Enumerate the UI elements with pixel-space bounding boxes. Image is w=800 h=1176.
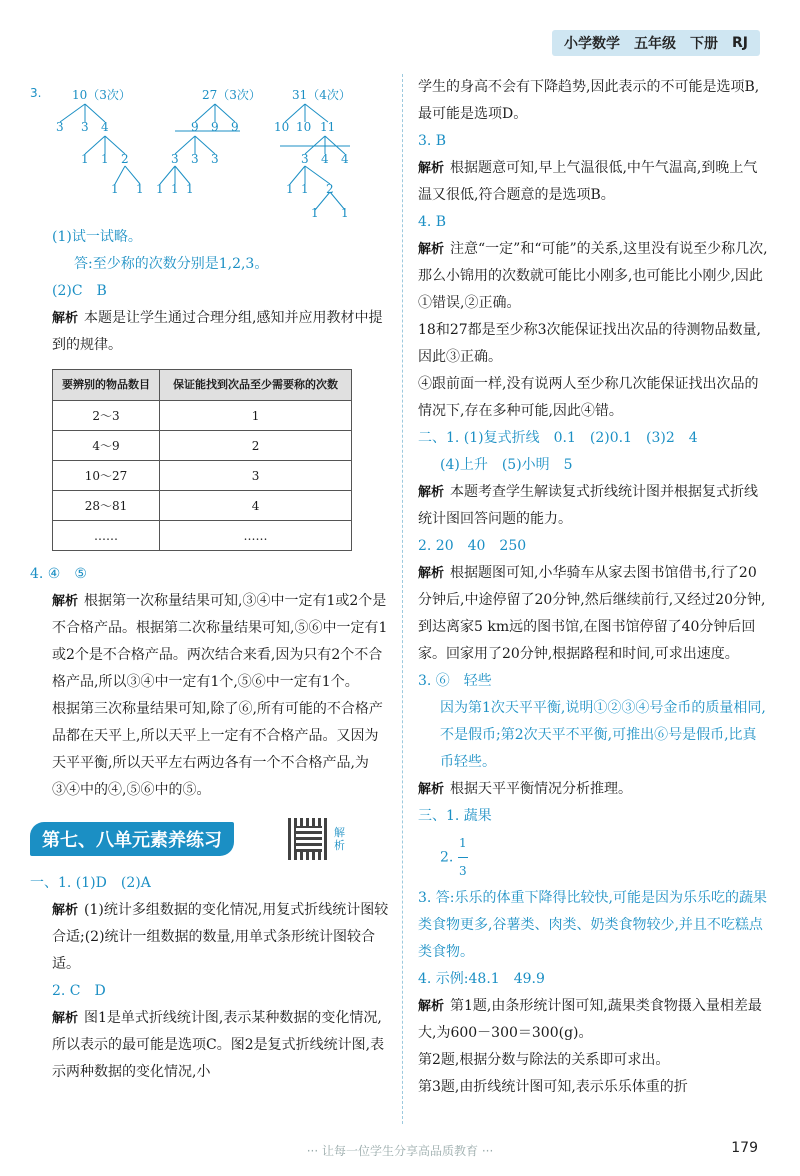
table-header: 要辨别的物品数目: [53, 370, 160, 401]
section-heading: [30, 818, 390, 860]
tree-node: 1: [136, 182, 144, 196]
section-title: 第七、八单元素养练习: [30, 822, 234, 856]
answer-line: 3. 答:乐乐的体重下降得比较快,可能是因为乐乐吃的蔬果类食物更多,谷薯类、肉类、奶类食物较少,并且不吃糕点类食物。: [418, 890, 767, 960]
answer-line: 3. B: [418, 133, 447, 149]
tree-node: 3: [171, 152, 179, 166]
tree-node: 2: [326, 182, 334, 196]
header-edition: RJ: [732, 35, 748, 51]
qr-label: 解析: [334, 826, 345, 852]
tree-node: 11: [320, 120, 336, 134]
tree-node: 4: [341, 152, 349, 166]
answer-line: 因为第1次天平平衡,说明①②③④号金币的质量相同,不是假币;第2次天平不平衡,可推出⑥号是假币,比真币轻些。: [440, 700, 766, 770]
analysis-paragraph: 解析 根据题意可知,早上气温很低,中午气温高,到晚上气温又很低,符合题意的是选项B。: [418, 160, 758, 203]
tree-node: 2: [121, 152, 129, 166]
analysis-paragraph: 解析 根据第一次称量结果可知,③④中一定有1或2个是不合格产品。根据第二次称量结果可知,⑤⑥中一定有1或2个是不合格产品。两次结合来看,因为只有2个不合格产品,所以③④中一定有1个,⑤⑥中一定有1个。: [52, 593, 388, 690]
table-header: 保证能找到次品至少需要称的次数: [160, 370, 352, 401]
answer-line: (1)试一试略。: [52, 229, 142, 245]
page-header: [552, 30, 760, 56]
tree-node: 3: [301, 152, 309, 166]
tree-node: 1: [286, 182, 294, 196]
header-subject: 小学数学: [564, 36, 620, 52]
answer-line: 2. C D: [52, 983, 106, 999]
table-row: …… ……: [53, 521, 352, 551]
tree-node: 10: [274, 120, 290, 134]
table-row: 28～81 4: [53, 491, 352, 521]
text-paragraph: ④跟前面一样,没有说两人至少称几次能保证找出次品的情况下,存在多种可能,因此④错。: [418, 376, 759, 419]
answer-line: 4. 示例:48.1 49.9: [418, 971, 545, 987]
tree-node: 1: [156, 182, 164, 196]
tree-node: 1: [341, 206, 349, 220]
answer-line: 2. 20 40 250: [418, 538, 527, 554]
tree-node: 1: [101, 152, 109, 166]
analysis-paragraph: 解析 根据题图可知,小华骑车从家去图书馆借书,行了20分钟后,中途停留了20分钟,然后继续前行,又经过20分钟,到达离家5 km远的图书馆,在图书馆停留了40分钟后回家。回家用了20分钟,根据路程和时间,可求出速度。: [418, 565, 766, 662]
tree-node: 10: [296, 120, 312, 134]
tree-node: 3: [81, 120, 89, 134]
analysis-paragraph: 解析 (1)统计多组数据的变化情况,用复式折线统计图较合适;(2)统计一组数据的数量,用单式条形统计图较合适。: [52, 902, 389, 972]
tree-node: 9: [231, 120, 239, 134]
qr-code-icon[interactable]: [288, 818, 330, 860]
text-paragraph: 第3题,由折线统计图可知,表示乐乐体重的折: [418, 1079, 688, 1095]
answer-line: 二、1. (1)复式折线 0.1 (2)0.1 (3)2 4: [418, 430, 698, 446]
answer-line: 4. B: [418, 214, 447, 230]
analysis-paragraph: 解析 本题考查学生解读复式折线统计图并根据复式折线统计图回答问题的能力。: [418, 484, 759, 527]
tree-node: 3: [56, 120, 64, 134]
tree-node: 4: [321, 152, 329, 166]
tree-node: 1: [171, 182, 179, 196]
tree-node: 3: [191, 152, 199, 166]
left-column: [30, 74, 390, 1086]
page-number: 179: [731, 1140, 758, 1156]
text-paragraph: 18和27都是至少称3次能保证找出次品的待测物品数量,因此③正确。: [418, 322, 761, 365]
tree-node: 1: [311, 206, 319, 220]
answer-line: (4)上升 (5)小明 5: [440, 457, 573, 473]
tree-node: 1: [81, 152, 89, 166]
fraction: $\frac{1}{3}$: [458, 836, 467, 878]
answer-line: 一、1. (1)D (2)A: [30, 875, 151, 891]
analysis-label: 解析: [52, 311, 79, 326]
tree-node: 9: [191, 120, 199, 134]
weighing-trees: [30, 74, 390, 220]
table-row: 2～3 1: [53, 401, 352, 431]
answer-line: (2)C B: [52, 283, 107, 299]
answer-line: 3. ⑥ 轻些: [418, 673, 492, 689]
text-paragraph: 学生的身高不会有下降趋势,因此表示的不可能是选项B,最可能是选项D。: [418, 79, 760, 122]
analysis-paragraph: 解析 本题是让学生通过合理分组,感知并应用教材中提到的规律。: [52, 310, 383, 353]
analysis-paragraph: 解析 第1题,由条形统计图可知,蔬果类食物摄入量相差最大,为600－300＝300(g)。: [418, 998, 762, 1041]
tree2-root: 27（3次）: [202, 88, 261, 102]
question-number: 3.: [30, 86, 42, 100]
tree-node: 1: [301, 182, 309, 196]
answer-line: 三、1. 蔬果: [418, 808, 492, 824]
weighing-table: [52, 369, 352, 551]
tree1-root: 10（3次）: [72, 88, 131, 102]
tree3-root: 31（4次）: [292, 88, 351, 102]
footer-slogan: ··· 让每一位学生分享高品质教育 ···: [306, 1144, 494, 1158]
tree-node: 1: [111, 182, 119, 196]
table-row: 4～9 2: [53, 431, 352, 461]
tree-node: 9: [211, 120, 219, 134]
text-paragraph: 第2题,根据分数与除法的关系即可求出。: [418, 1052, 670, 1068]
analysis-paragraph: 解析 根据天平平衡情况分析推理。: [418, 781, 633, 797]
answer-line: 2. $\frac{1}{3}$: [418, 830, 770, 885]
header-grade: 五年级: [634, 36, 676, 52]
right-column: [418, 74, 770, 1101]
tree-node: 1: [186, 182, 194, 196]
column-divider: [402, 74, 403, 1124]
answer-line: 答:至少称的次数分别是1,2,3。: [74, 256, 269, 272]
analysis-paragraph: 解析 图1是单式折线统计图,表示某种数据的变化情况,所以表示的最可能是选项C。图2是复式折线统计图,表示两种数据的变化情况,小: [52, 1010, 385, 1080]
tree-node: 4: [101, 120, 109, 134]
table-row: 10～27 3: [53, 461, 352, 491]
analysis-paragraph: 根据第三次称量结果可知,除了⑥,所有可能的不合格产品都在天平上,所以天平上一定有不合格产品。又因为天平平衡,所以天平左右两边各有一个不合格产品,为③④中的④,⑤⑥中的⑤。: [52, 701, 383, 798]
tree-node: 3: [211, 152, 219, 166]
header-volume: 下册: [690, 36, 718, 52]
analysis-paragraph: 解析 注意“一定”和“可能”的关系,这里没有说至少称几次,那么小锦用的次数就可能比小刚多,也可能比小刚少,因此①错误,②正确。: [418, 241, 768, 311]
answer-line: 4. ④ ⑤: [30, 566, 87, 582]
